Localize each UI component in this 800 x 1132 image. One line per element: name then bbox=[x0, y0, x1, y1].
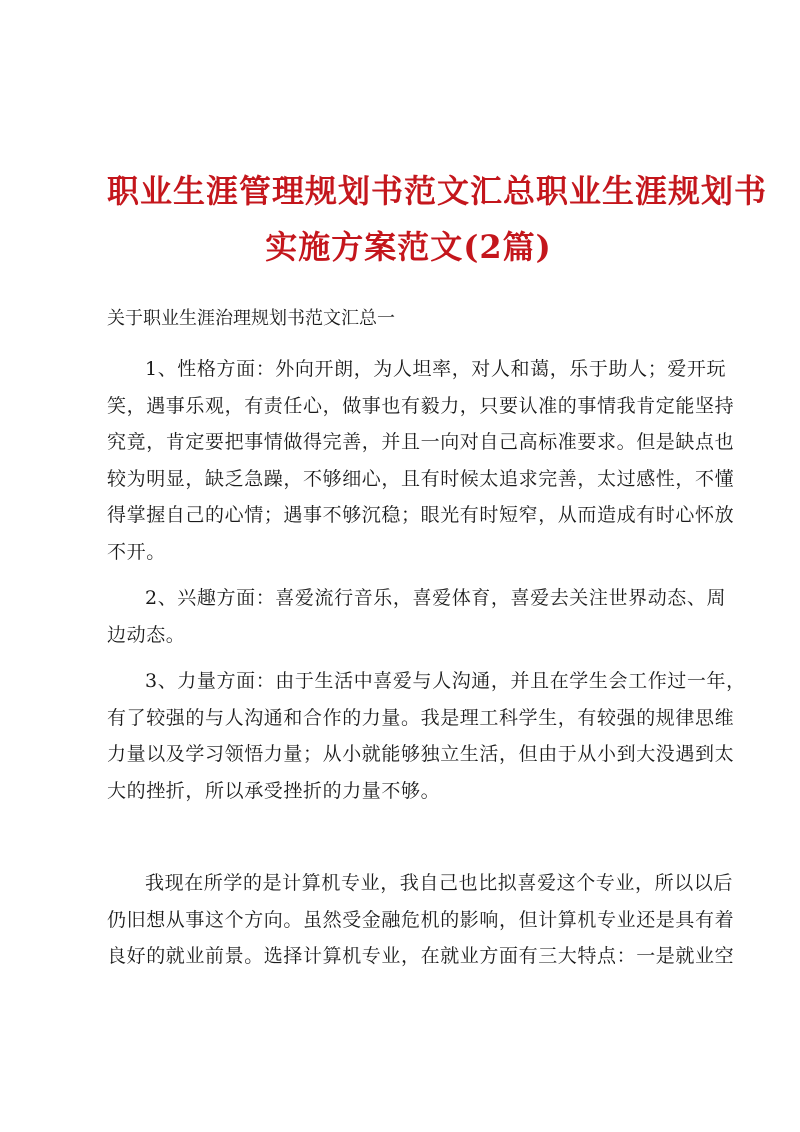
text-line: 2、兴趣方面：喜爱流行音乐，喜爱体育，喜爱去关注世界动态、周 bbox=[145, 587, 727, 609]
text-line: 力量以及学习领悟力量；从小就能够独立生活，但由于从小到大没遇到太 bbox=[107, 743, 735, 765]
text-line: 良好的就业前景。选择计算机专业，在就业方面有三大特点：一是就业空 bbox=[107, 945, 735, 967]
document-title bbox=[107, 163, 768, 275]
text-line: 得掌握自己的心情；遇事不够沉稳；眼光有时短窄，从而造成有时心怀放 bbox=[107, 504, 735, 526]
paragraph-interests bbox=[107, 580, 727, 653]
paragraph-personality bbox=[107, 351, 735, 570]
text-line: 笑，遇事乐观，有责任心，做事也有毅力，只要认准的事情我肯定能坚持 bbox=[107, 394, 735, 417]
text-line: 有了较强的与人沟通和合作的力量。我是理工科学生，有较强的规律思维 bbox=[107, 706, 735, 729]
section-heading: 关于职业生涯治理规划书范文汇总一 bbox=[107, 308, 395, 329]
text-line: 我现在所学的是计算机专业，我自己也比拟喜爱这个专业，所以以后 bbox=[145, 872, 734, 894]
text-line: 究竟，肯定要把事情做得完善，并且一向对自己高标准要求。但是缺点也 bbox=[107, 431, 735, 453]
text-line: 大的挫折，所以承受挫折的力量不够。 bbox=[107, 779, 441, 802]
text-line: 仍旧想从事这个方向。虽然受金融危机的影响，但计算机专业还是具有着 bbox=[107, 908, 735, 931]
text-line: 3、力量方面：由于生活中喜爱与人沟通，并且在学生会工作过一年， bbox=[145, 670, 746, 692]
text-line: 1、性格方面：外向开朗，为人坦率，对人和蔼，乐于助人；爱开玩 bbox=[145, 358, 727, 380]
text-line: 边动态。 bbox=[107, 623, 186, 646]
paragraph-major bbox=[107, 865, 735, 975]
text-line: 较为明显，缺乏急躁，不够细心，且有时候太追求完善，太过感性，不懂 bbox=[107, 467, 735, 490]
paragraph-abilities bbox=[107, 663, 746, 809]
title-line: 职业生涯管理规划书范文汇总职业生涯规划书 bbox=[107, 172, 768, 210]
text-line: 不开。 bbox=[107, 540, 166, 563]
title-line: 实施方案范文(2篇) bbox=[265, 228, 552, 266]
